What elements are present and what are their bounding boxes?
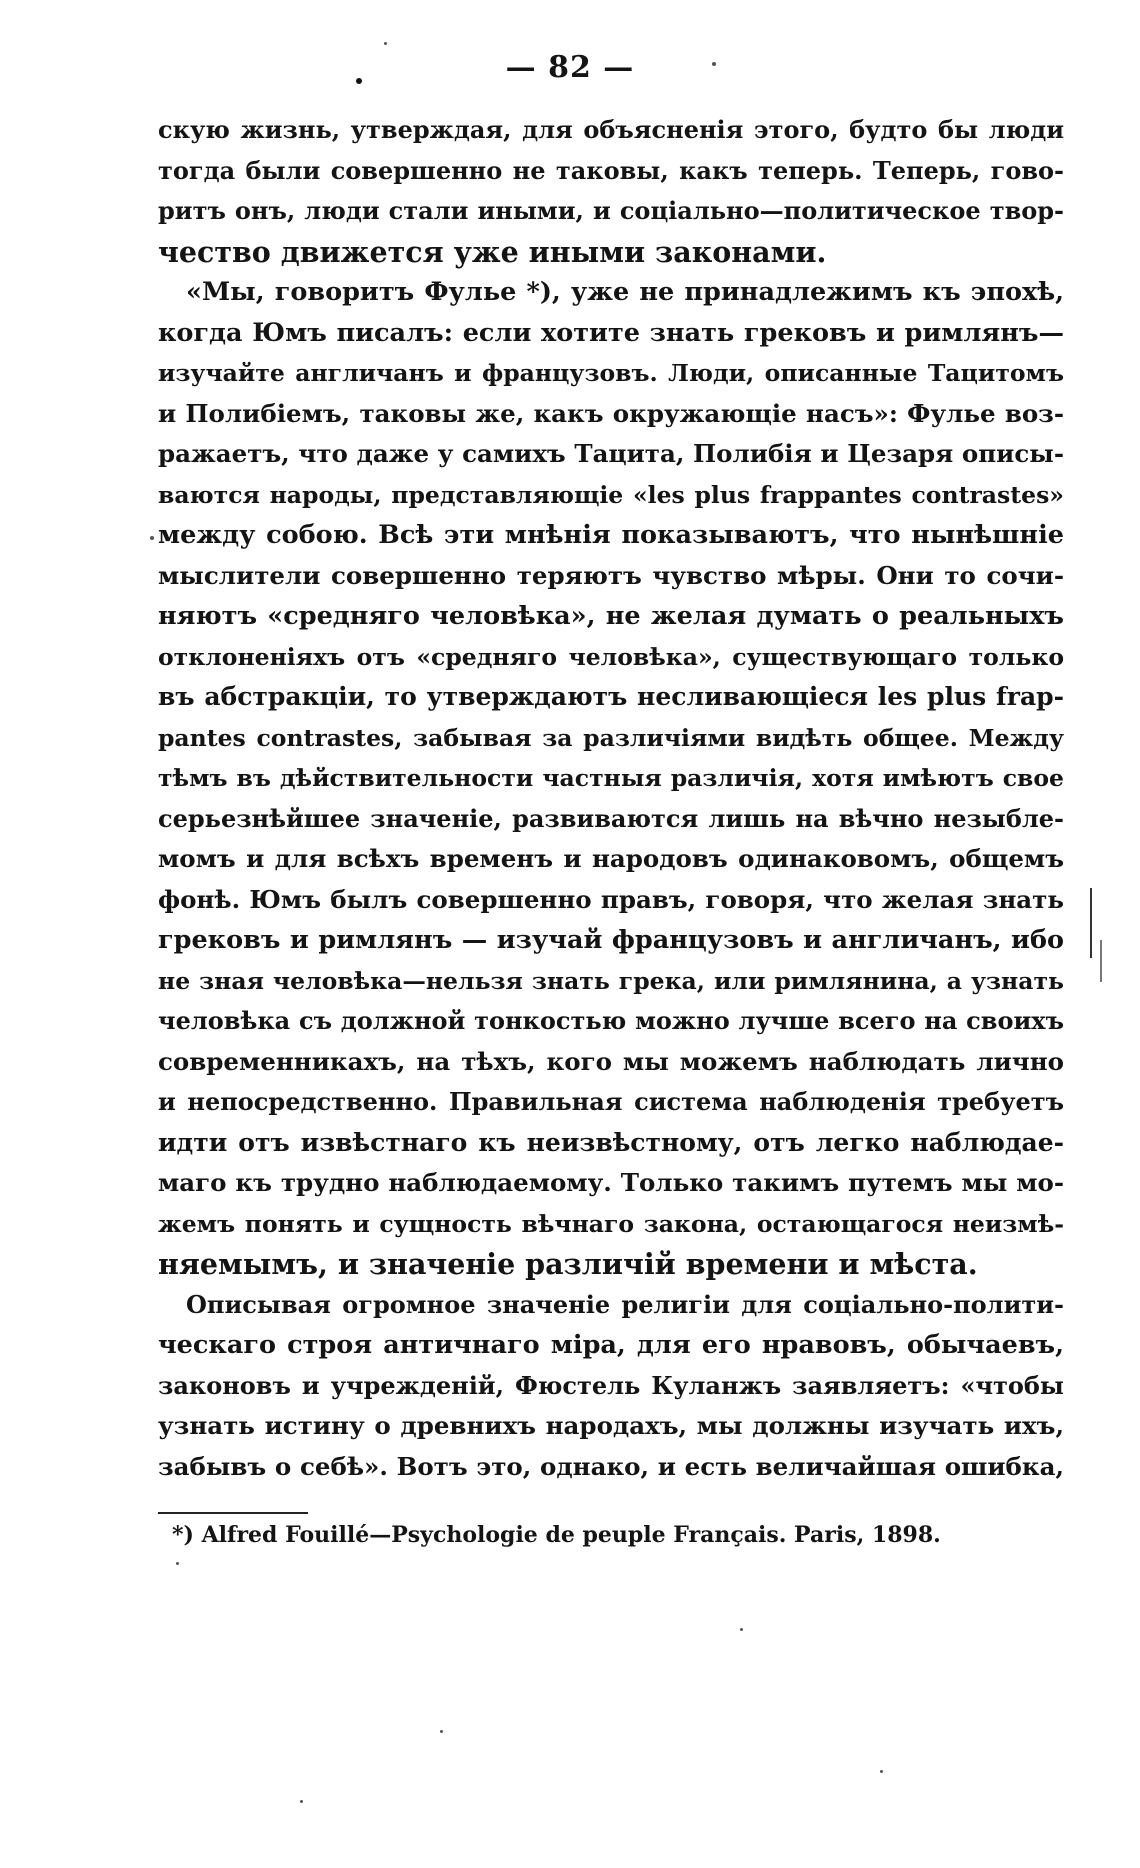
text-line: маго къ трудно наблюдаемому. Только такимъ путемъ мы мо- bbox=[158, 1168, 1064, 1197]
scan-speck bbox=[740, 1628, 743, 1631]
text-line: ческаго строя античнаго міра, для его нравовъ, обычаевъ, bbox=[158, 1330, 1064, 1360]
text-line: фонѣ. Юмъ былъ совершенно правъ, говоря, что желая знать bbox=[158, 884, 1064, 914]
text-line: ваются народы, представляющіе «les plus frappantes contrastes» bbox=[158, 480, 1064, 509]
scan-speck bbox=[440, 1730, 443, 1733]
text-line: человѣка съ должной тонкостью можно лучше всего на своихъ bbox=[158, 1006, 1064, 1035]
text-line: «Мы, говоритъ Фулье *), уже не принадлежимъ къ эпохѣ, bbox=[186, 277, 1064, 307]
text-line: и Полибіемъ, таковы же, какъ окружающіе насъ»: Фулье воз- bbox=[158, 398, 1064, 428]
text-line: не зная человѣка—нельзя знать грека, или римлянина, а узнать bbox=[158, 966, 1064, 995]
body-text bbox=[158, 110, 1064, 1487]
text-line: ритъ онъ, люди стали иными, и соціально—политическое твор- bbox=[158, 196, 1064, 225]
margin-mark bbox=[1100, 940, 1102, 982]
text-line: жемъ понять и сущность вѣчнаго закона, остающагося неизмѣ- bbox=[158, 1209, 1064, 1238]
scan-speck bbox=[384, 42, 387, 45]
text-line: забывъ о себѣ». Вотъ это, однако, и есть величайшая ошибка, bbox=[158, 1451, 1064, 1481]
text-line: момъ и для всѣхъ временъ и народовъ одинаковомъ, общемъ bbox=[158, 844, 1064, 873]
footnote: *) Alfred Fouillé—Psychologie de peuple Français. Paris, 1898. bbox=[172, 1522, 941, 1548]
text-line: узнать истину о древнихъ народахъ, мы должны изучать ихъ, bbox=[158, 1411, 1064, 1440]
scan-speck bbox=[712, 62, 716, 66]
text-line: няемымъ, и значеніе различій времени и мѣста. bbox=[158, 1247, 978, 1281]
scan-speck bbox=[356, 78, 362, 84]
text-line: тѣмъ въ дѣйствительности частныя различія, хотя имѣютъ свое bbox=[158, 764, 1064, 792]
text-line: изучайте англичанъ и французовъ. Люди, описанные Тацитомъ bbox=[158, 359, 1064, 387]
text-line: законовъ и учрежденій, Фюстель Куланжъ заявляетъ: «чтобы bbox=[158, 1370, 1064, 1400]
text-line: между собою. Всѣ эти мнѣнія показываютъ, что нынѣшніе bbox=[158, 520, 1064, 550]
text-line: отклоненіяхъ отъ «средняго человѣка», существующаго только bbox=[158, 642, 1064, 671]
text-line: современникахъ, на тѣхъ, кого мы можемъ наблюдать лично bbox=[158, 1046, 1064, 1076]
scan-speck bbox=[300, 1800, 303, 1803]
text-line: грековъ и римлянъ — изучай французовъ и англичанъ, ибо bbox=[158, 925, 1064, 955]
text-line: скую жизнь, утверждая, для объясненія этого, будто бы люди bbox=[158, 115, 1064, 144]
text-line: въ абстракціи, то утверждаютъ несливающіеся les plus frap- bbox=[158, 682, 1064, 711]
text-line: мыслители совершенно теряютъ чувство мѣры. Они то сочи- bbox=[158, 560, 1064, 590]
text-line: чество движется уже иными законами. bbox=[158, 234, 827, 269]
text-line: когда Юмъ писалъ: если хотите знать грековъ и римлянъ— bbox=[158, 317, 1064, 348]
text-line: тогда были совершенно не таковы, какъ теперь. Теперь, гово- bbox=[158, 155, 1064, 185]
page-number: — 82 — bbox=[505, 50, 635, 85]
footnote-divider bbox=[158, 1512, 308, 1514]
text-line: серьезнѣйшее значеніе, развиваются лишь на вѣчно незыбле- bbox=[158, 803, 1064, 833]
text-line: и непосредственно. Правильная система наблюденія требуетъ bbox=[158, 1087, 1064, 1116]
scan-speck bbox=[150, 536, 154, 540]
text-line: идти отъ извѣстнаго къ неизвѣстному, отъ легко наблюдае- bbox=[158, 1127, 1064, 1157]
scan-speck bbox=[176, 1562, 179, 1565]
text-line: Описывая огромное значеніе религіи для соціально-полити- bbox=[186, 1289, 1064, 1319]
scan-speck bbox=[880, 1770, 883, 1773]
margin-mark bbox=[1090, 888, 1092, 958]
text-line: pantes contrastes, забывая за различіями видѣть общее. Между bbox=[158, 723, 1064, 752]
text-line: няютъ «средняго человѣка», не желая думать о реальныхъ bbox=[158, 601, 1064, 631]
text-line: ражаетъ, что даже у самихъ Тацита, Полибія и Цезаря описы- bbox=[158, 439, 1064, 468]
